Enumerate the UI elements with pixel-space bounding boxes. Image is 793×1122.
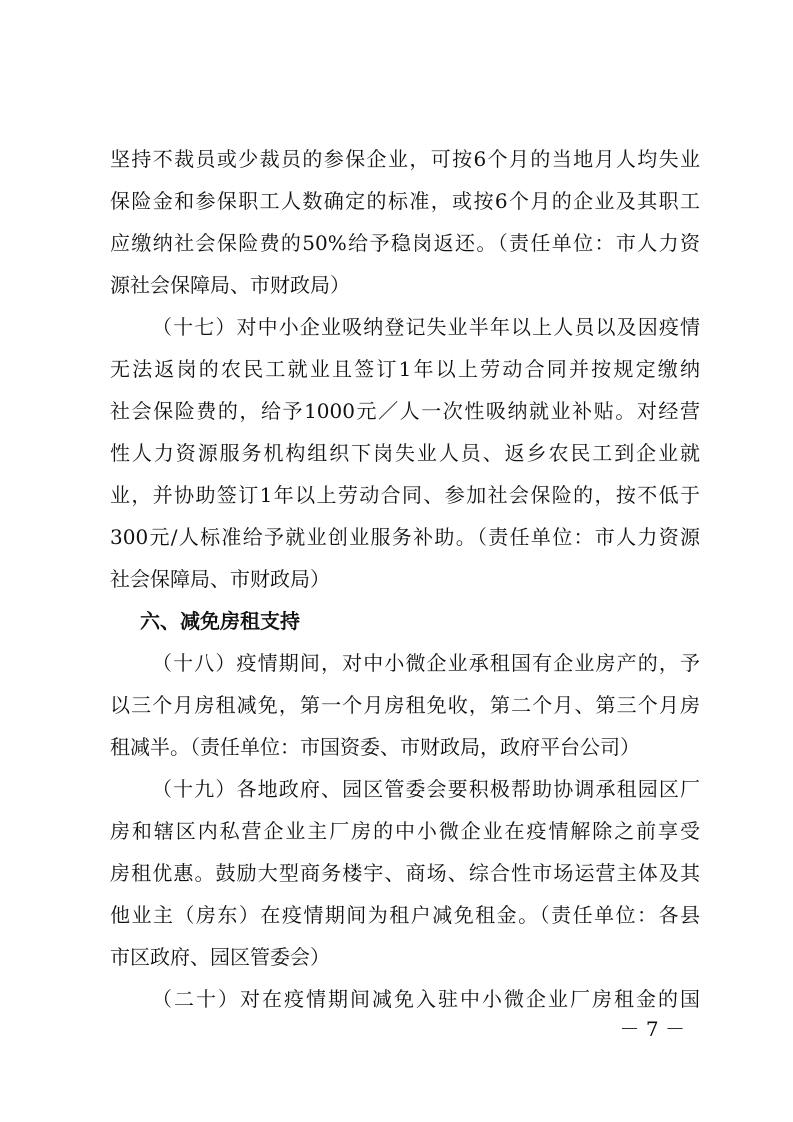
body-line: 源社会保障局、市财政局） — [110, 273, 350, 297]
body-line: 以三个月房租减免，第一个月房租免收，第二个月、第三个月房 — [110, 693, 700, 717]
body-line: 无法返岗的农民工就业且签订1年以上劳动合同并按规定缴纳 — [110, 357, 700, 381]
body-line: 应缴纳社会保险费的50%给予稳岗返还。（责任单位：市人力资 — [110, 231, 700, 255]
body-line: 房租优惠。鼓励大型商务楼宇、商场、综合性市场运营主体及其 — [110, 861, 700, 885]
body-line: 业，并协助签订1年以上劳动合同、参加社会保险的，按不低于 — [110, 483, 700, 507]
body-line: 市区政府、园区管委会） — [110, 945, 330, 969]
body-line: 他业主（房东）在疫情期间为租户减免租金。（责任单位：各县 — [110, 903, 700, 927]
page-number: － 7 － — [619, 1017, 685, 1041]
paragraph-19-line: （十九）各地政府、园区管委会要积极帮助协调承租园区厂 — [152, 777, 700, 801]
paragraph-18-line: （十八）疫情期间，对中小微企业承租国有企业房产的，予 — [152, 651, 700, 675]
body-line: 300元/人标准给予就业创业服务补助。（责任单位：市人力资源 — [110, 525, 700, 549]
body-line: 社会保障局、市财政局） — [110, 567, 330, 591]
body-line: 保险金和参保职工人数确定的标准，或按6个月的企业及其职工 — [110, 189, 700, 213]
body-line: 社会保险费的，给予1000元／人一次性吸纳就业补贴。对经营 — [110, 399, 700, 423]
body-line: 房和辖区内私营企业主厂房的中小微企业在疫情解除之前享受 — [110, 819, 700, 843]
body-line: 坚持不裁员或少裁员的参保企业，可按6个月的当地月人均失业 — [110, 147, 700, 171]
body-line: 性人力资源服务机构组织下岗失业人员、返乡农民工到企业就 — [110, 441, 700, 465]
paragraph-20-line: （二十）对在疫情期间减免入驻中小微企业厂房租金的国 — [152, 987, 700, 1011]
section-heading: 六、减免房租支持 — [140, 609, 300, 633]
paragraph-17-line: （十七）对中小企业吸纳登记失业半年以上人员以及因疫情 — [152, 315, 700, 339]
document-body — [110, 138, 700, 1020]
body-line: 租减半。（责任单位：市国资委、市财政局，政府平台公司） — [110, 735, 640, 759]
